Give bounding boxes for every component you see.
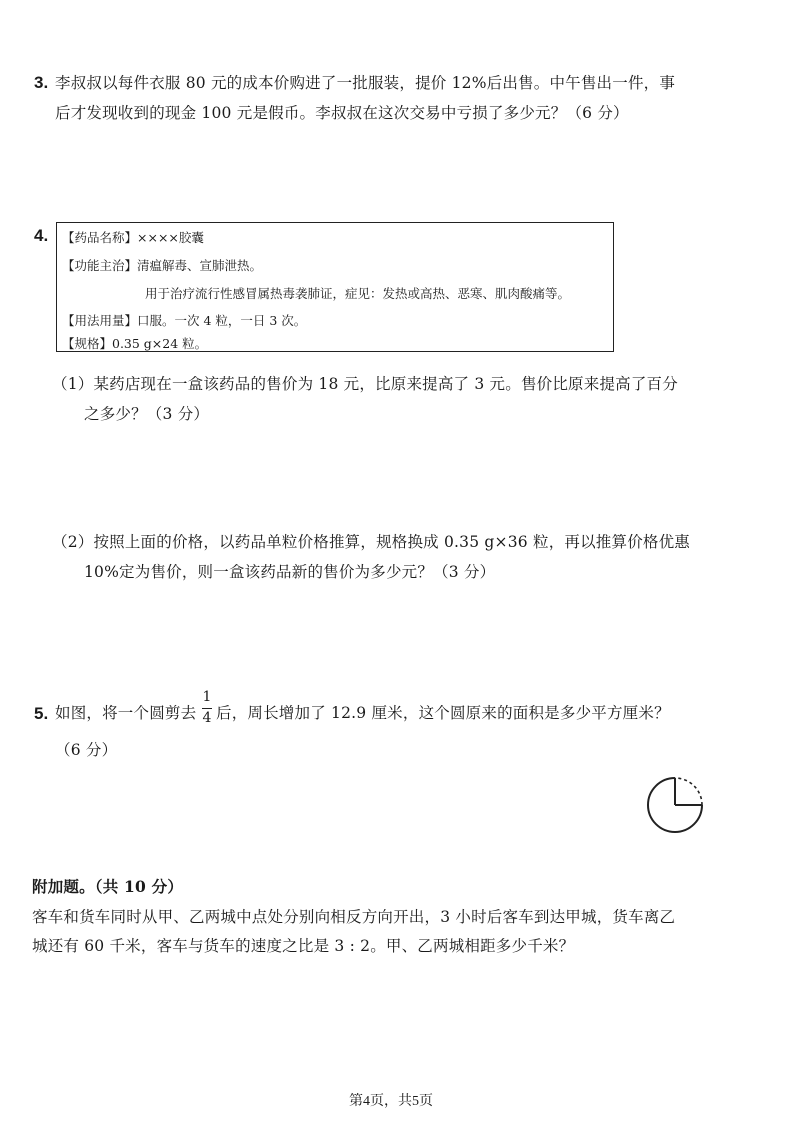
fraction-denominator: 4 — [202, 710, 212, 726]
medicine-spec-line: 【规格】0.35 g×24 粒。 — [62, 336, 208, 351]
question-5-text-before: 如图，将一个圆剪去 — [55, 704, 197, 722]
bonus-line-1: 客车和货车同时从甲、乙两城中点处分别向相反方向开出，3 小时后客车到达甲城，货车离乙 — [32, 908, 676, 926]
bonus-title: 附加题。（共 10 分） — [32, 877, 184, 896]
question-5-number: 5. — [34, 704, 49, 723]
question-4-2-line-2: 10%定为售价，则一盒该药品新的售价为多少元？（3 分） — [84, 563, 496, 581]
medicine-function-line: 【功能主治】清瘟解毒、宣肺泄热。 — [62, 258, 263, 273]
question-4-2-line-1: （2）按照上面的价格，以药品单粒价格推算，规格换成 0.35 g×36 粒，再以推算价格优惠 — [52, 533, 690, 551]
page-number-footer: 第4页，共5页 — [349, 1094, 433, 1109]
cut-circle-figure — [640, 770, 720, 850]
question-4-1-line-1: （1）某药店现在一盒该药品的售价为 18 元，比原来提高了 3 元。售价比原来提高了百分 — [52, 375, 678, 393]
medicine-indication-line: 用于治疗流行性感冒属热毒袭肺证，症见：发热或高热、恶寒、肌肉酸痛等。 — [145, 286, 571, 301]
question-3-line-2: 后才发现收到的现金 100 元是假币。李叔叔在这次交易中亏损了多少元？（6 分） — [55, 104, 629, 122]
question-3-number: 3. — [34, 73, 49, 92]
medicine-dosage-line: 【用法用量】口服。一次 4 粒，一日 3 次。 — [62, 313, 307, 328]
question-5-line-2: （6 分） — [55, 741, 118, 759]
medicine-name-line: 【药品名称】××××胶囊 — [62, 230, 204, 245]
bonus-line-2: 城还有 60 千米，客车与货车的速度之比是 3 : 2。甲、乙两城相距多少千米？ — [32, 937, 575, 955]
question-5-text-after: 后，周长增加了 12.9 厘米，这个圆原来的面积是多少平方厘米？ — [216, 704, 670, 722]
medicine-label-box — [56, 222, 614, 352]
removed-quarter-dashed-arc — [675, 778, 702, 805]
fraction-numerator: 1 — [202, 689, 212, 705]
question-3-line-1: 李叔叔以每件衣服 80 元的成本价购进了一批服装，提价 12%后出售。中午售出一件，事 — [55, 74, 676, 92]
question-4-1-line-2: 之多少？（3 分） — [84, 405, 210, 423]
question-4-number: 4. — [34, 226, 49, 245]
